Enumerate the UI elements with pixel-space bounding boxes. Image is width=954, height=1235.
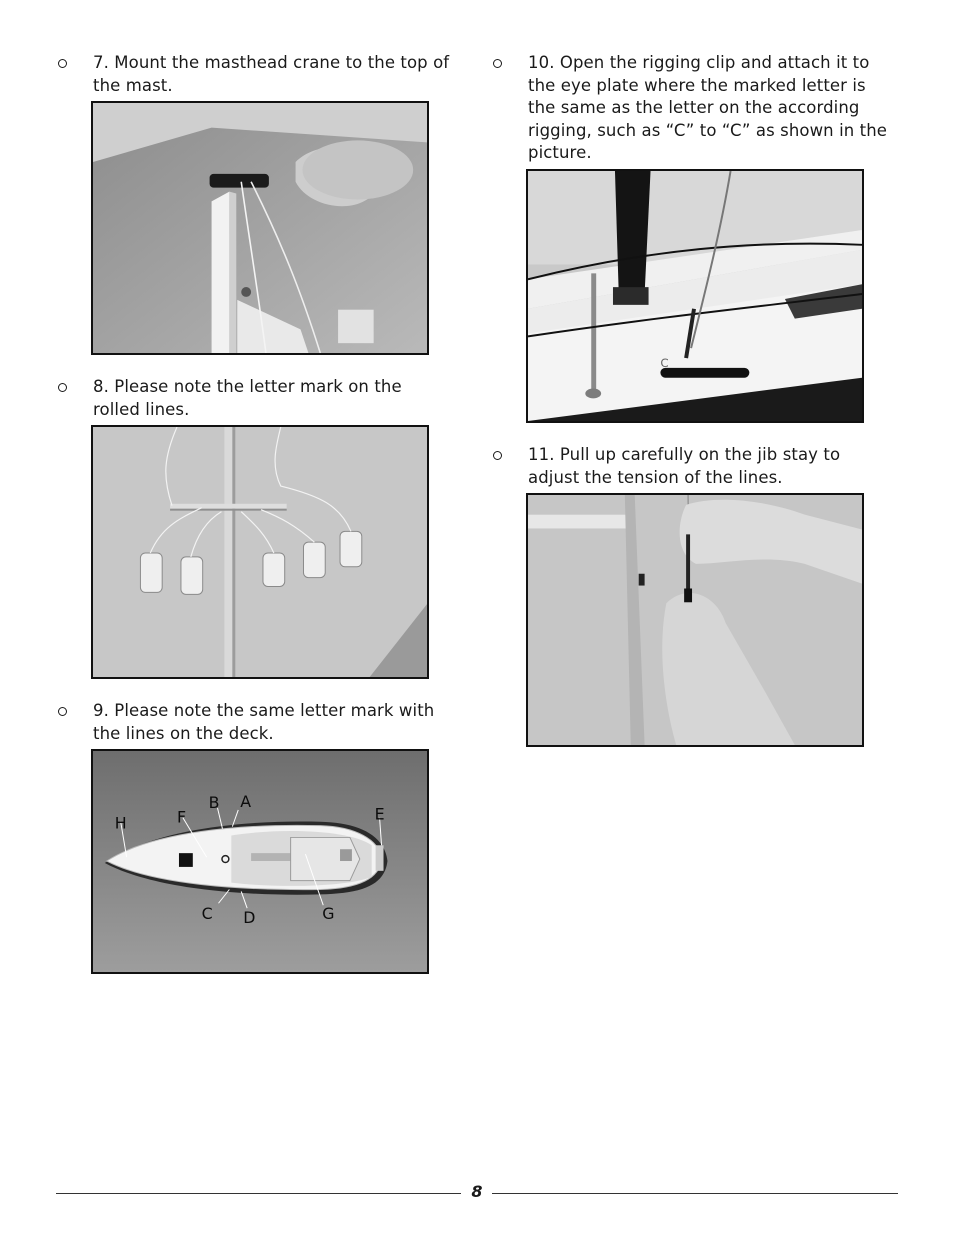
step-11-text: 11. Pull up carefully on the jib stay to adjust the tension of the lines.: [528, 445, 841, 487]
bullet-icon: [493, 59, 502, 68]
step-10-text: 10. Open the rigging clip and attach it to the eye plate where the marked letter is the same as the letter on the according rigging, such as “C” to “C” as shown in the picture.: [528, 53, 888, 162]
bullet-icon: [58, 707, 67, 716]
masthead-crane-photo: [91, 101, 429, 355]
deck-letters-photo: [91, 749, 429, 974]
deck-label-e: E: [374, 804, 385, 824]
jib-stay-photo: [526, 493, 864, 747]
deck-label-f: F: [176, 807, 187, 827]
bullet-icon: [493, 451, 502, 460]
footer-rule-left: [56, 1193, 461, 1194]
clip-label-c: C: [660, 355, 669, 370]
deck-label-d: D: [243, 907, 256, 927]
rolled-lines-photo: [91, 425, 429, 679]
bullet-icon: [58, 59, 67, 68]
deck-label-c: C: [201, 904, 213, 923]
step-9-text: 9. Please note the same letter mark with the lines on the deck.: [93, 701, 435, 743]
step-7-text: 7. Mount the masthead crane to the top of the mast.: [93, 53, 450, 95]
deck-label-a: A: [240, 792, 252, 811]
rigging-clip-photo: [526, 169, 864, 423]
bullet-icon: [58, 383, 67, 392]
deck-label-h: H: [114, 813, 127, 833]
deck-label-b: B: [208, 793, 220, 812]
footer-rule-right: [492, 1193, 898, 1194]
step-8-text: 8. Please note the letter mark on the rolled lines.: [93, 377, 402, 419]
deck-label-g: G: [322, 904, 335, 923]
page-number: 8: [471, 1182, 483, 1201]
